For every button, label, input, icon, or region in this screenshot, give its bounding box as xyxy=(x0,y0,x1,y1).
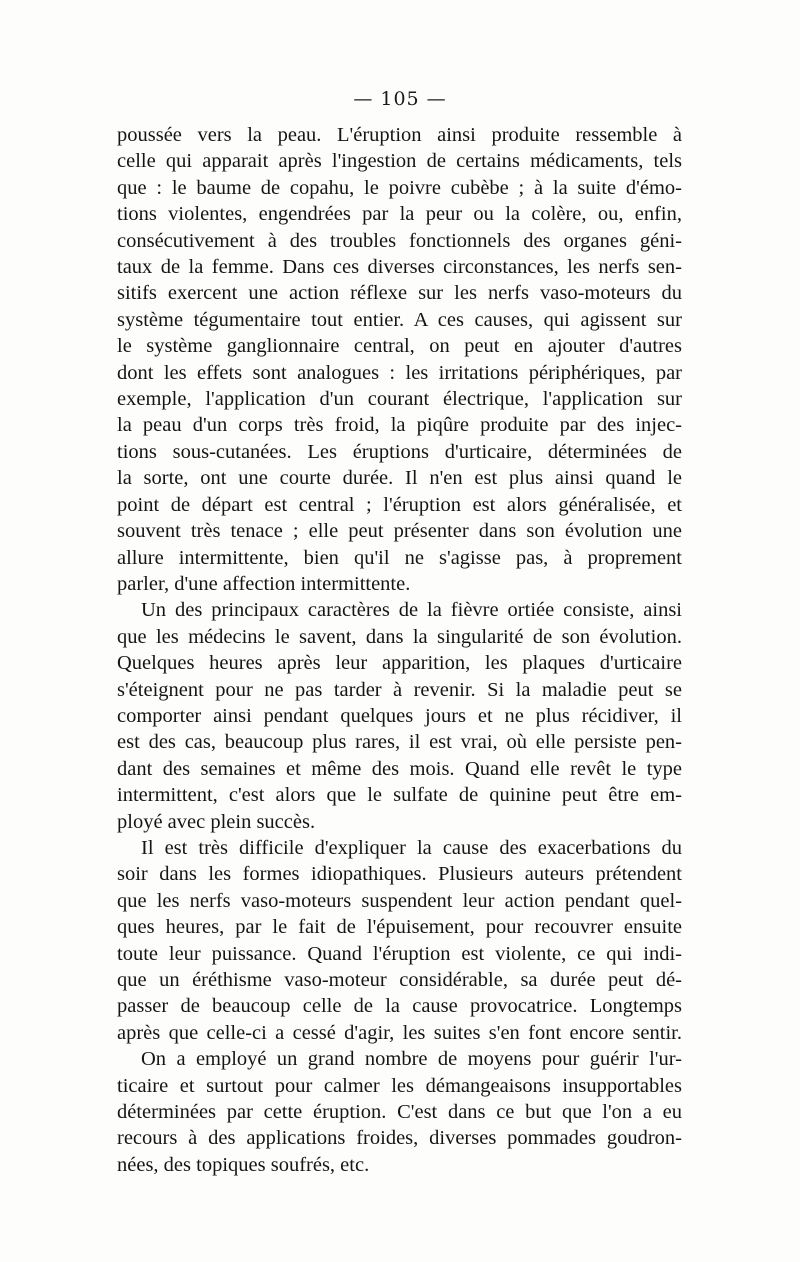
page-number: — 105 — xyxy=(353,88,447,110)
text-line: système tégumentaire tout entier. A ces causes, qui agissent sur xyxy=(117,308,682,331)
text-line: passer de beaucoup celle de la cause provocatrice. Longtemps xyxy=(117,995,682,1018)
text-line: le système ganglionnaire central, on peut en ajouter d'autres xyxy=(117,335,682,358)
text-line: que un éréthisme vaso-moteur considérable, sa durée peut dé- xyxy=(117,969,682,991)
text-line: ticaire et surtout pour calmer les démangeaisons insupportables xyxy=(117,1074,682,1097)
text-line: poussée vers la peau. L'éruption ainsi produite ressemble à xyxy=(117,124,682,146)
text-line: celle qui apparait après l'ingestion de certains médicaments, tels xyxy=(117,150,682,173)
text-line: soir dans les formes idiopathiques. Plusieurs auteurs prétendent xyxy=(117,863,682,886)
text-line: tions violentes, engendrées par la peur ou la colère, ou, enfin, xyxy=(117,203,682,226)
text-line: taux de la femme. Dans ces diverses circonstances, les nerfs sen- xyxy=(117,256,682,279)
text-line: point de départ est central ; l'éruption est alors généralisée, et xyxy=(117,493,682,516)
text-line: Un des principaux caractères de la fièvre ortiée consiste, ainsi xyxy=(141,599,682,622)
text-line: souvent très tenace ; elle peut présenter dans son évolution une xyxy=(117,520,682,543)
body-text xyxy=(117,122,682,1178)
text-line: que les médecins le savent, dans la singularité de son évolution. xyxy=(117,625,682,648)
text-line: dant des semaines et même des mois. Quand elle revêt le type xyxy=(117,757,682,780)
text-line: déterminées par cette éruption. C'est dans ce but que l'on a eu xyxy=(117,1101,682,1124)
text-line: comporter ainsi pendant quelques jours et ne plus récidiver, il xyxy=(117,704,682,727)
text-line: allure intermittente, bien qu'il ne s'agisse pas, à proprement xyxy=(117,546,682,569)
text-line: parler, d'une affection intermittente. xyxy=(117,572,411,595)
text-line: dont les effets sont analogues : les irritations périphériques, par xyxy=(117,361,682,384)
text-line: exemple, l'application d'un courant électrique, l'application sur xyxy=(117,388,682,411)
text-line: la peau d'un corps très froid, la piqûre produite par des injec- xyxy=(117,414,682,437)
text-line: la sorte, ont une courte durée. Il n'en est plus ainsi quand le xyxy=(117,467,682,490)
text-line: On a employé un grand nombre de moyens pour guérir l'ur- xyxy=(141,1048,682,1071)
text-line: toute leur puissance. Quand l'éruption est violente, ce qui indi- xyxy=(117,942,682,965)
text-line: ployé avec plein succès. xyxy=(117,810,316,833)
text-line: consécutivement à des troubles fonctionnels des organes géni- xyxy=(117,229,682,252)
text-line: sitifs exercent une action réflexe sur les nerfs vaso-moteurs du xyxy=(117,282,682,305)
text-line: intermittent, c'est alors que le sulfate de quinine peut être em- xyxy=(117,784,682,807)
text-line: après que celle-ci a cessé d'agir, les suites s'en font encore sentir. xyxy=(117,1021,682,1044)
text-line: tions sous-cutanées. Les éruptions d'urticaire, déterminées de xyxy=(117,440,682,463)
text-line: ques heures, par le fait de l'épuisement, pour recouvrer ensuite xyxy=(117,916,682,939)
text-line: nées, des topiques soufrés, etc. xyxy=(117,1153,370,1176)
text-line: recours à des applications froides, diverses pommades goudron- xyxy=(117,1127,682,1150)
text-line: Quelques heures après leur apparition, les plaques d'urticaire xyxy=(117,652,682,675)
text-line: que les nerfs vaso-moteurs suspendent leur action pendant quel- xyxy=(117,889,682,912)
text-line: s'éteignent pour ne pas tarder à revenir. Si la maladie peut se xyxy=(117,678,682,701)
text-line: Il est très difficile d'expliquer la cause des exacerbations du xyxy=(141,836,682,859)
text-line: est des cas, beaucoup plus rares, il est vrai, où elle persiste pen- xyxy=(117,731,682,754)
text-line: que : le baume de copahu, le poivre cubèbe ; à la suite d'émo- xyxy=(117,176,682,199)
